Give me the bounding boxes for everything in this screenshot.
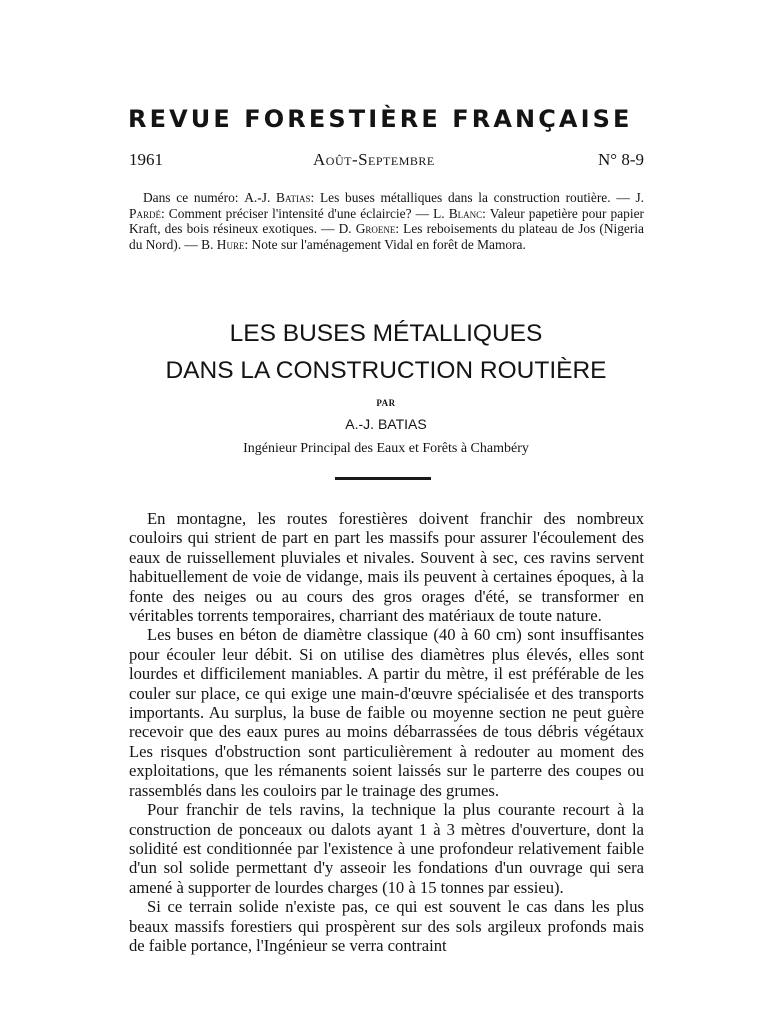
summary-title: Les reboisements du plateau de Jos (Nigeria du Nord).: [129, 221, 644, 252]
issue-months: Août-Septembre: [313, 150, 435, 169]
body-paragraph: En montagne, les routes forestières doivent franchir des nombreux couloirs qui strient de part en part les massifs pour assurer l'écoulement des eaux de ruissellement pluviales et nivales. Souvent à sec, ces ravins servent habituellement de voie de vidange, mais ils peuvent à certaines époques, à la fonte des neiges ou au cours des gros orages d'été, se transformer en véritables torrents temporaires, charriant des matériaux de toute nature.: [129, 509, 644, 626]
article-body: [129, 509, 644, 955]
summary-title: Note sur l'aménagement Vidal en forêt de Mamora.: [251, 236, 526, 252]
article-title: [100, 315, 672, 389]
article-title-line: LES BUSES MÉTALLIQUES: [229, 320, 543, 347]
summary-intro: Dans ce numéro:: [143, 190, 239, 205]
issue-year: 1961: [129, 150, 163, 169]
article-title-line: DANS LA CONSTRUCTION ROUTIÈRE: [165, 357, 607, 384]
byline-par: PAR: [376, 398, 396, 408]
body-paragraph: Pour franchir de tels ravins, la technique la plus courante recourt à la construction de ponceaux ou dalots ayant 1 à 3 mètres d'ouverture, dont la solidité est conditionnée par l'existence à une profondeur relativement faible d'un sol solide permettant d'y asseoir les fondations d'un ouvrage qui sera amené à supporter de lourdes charges (10 à 15 tonnes par essieu).: [129, 800, 644, 897]
article-author: A.-J. BATIAS: [345, 416, 427, 432]
summary-title: Comment préciser l'intensité d'une éclaircie?: [168, 205, 412, 221]
summary-author: B. Hure: [201, 236, 245, 252]
issue-line: [129, 150, 644, 170]
title-divider: [335, 477, 431, 480]
summary-author: J. Pardé: [129, 190, 645, 221]
summary-title: Les buses métalliques dans la construction routière.: [319, 190, 611, 205]
body-paragraph: Les buses en béton de diamètre classique (40 à 60 cm) sont insuffisantes pour écouler leur débit. Si on utilise des diamètres plus élevés, elles sont lourdes et difficilement maniables. A partir du mètre, il est préférable de les couler sur place, ce qui exige une main-d'œuvre spécialisée et des transports importants. Au surplus, la buse de faible ou moyenne section ne peut guère recevoir que des eaux pures au moins débarrassées de tous débris végétaux Les risques d'obstruction sont particulièrement à redouter au moment des exploitations, que les rémanents soient laissés sur le parterre des coupes ou rassemblés dans les couloirs par le trainage des grumes.: [129, 625, 644, 800]
issue-summary: Dans ce numéro: A.-J. Batias: Les buses métalliques dans la construction routière. — J. Pardé: Comment préciser l'intensité d'une éclaircie? — L. Blanc: Valeur papetière pour papier Kraft, des bois résineux exotiques. — D. Groene: Les reboisements du plateau de Jos (Nigeria du Nord). — B. Hure: Note sur l'aménagement Vidal en forêt de Mamora.: [129, 190, 645, 252]
issue-number: N° 8-9: [598, 150, 644, 169]
author-affiliation: Ingénieur Principal des Eaux et Forêts à Chambéry: [243, 441, 529, 456]
journal-title: REVUE FORESTIÈRE FRANÇAISE: [128, 105, 633, 133]
summary-author: D. Groene: [338, 221, 396, 237]
body-paragraph: Si ce terrain solide n'existe pas, ce qui est souvent le cas dans les plus beaux massifs forestiers qui prospèrent sur des sols argileux profonds mais de faible portance, l'Ingénieur se verra contraint: [129, 897, 644, 955]
summary-author: A.-J. Batias: [244, 190, 311, 205]
summary-title: Valeur papetière pour papier Kraft, des bois résineux exotiques.: [129, 205, 644, 237]
summary-author: L. Blanc: [433, 205, 483, 221]
